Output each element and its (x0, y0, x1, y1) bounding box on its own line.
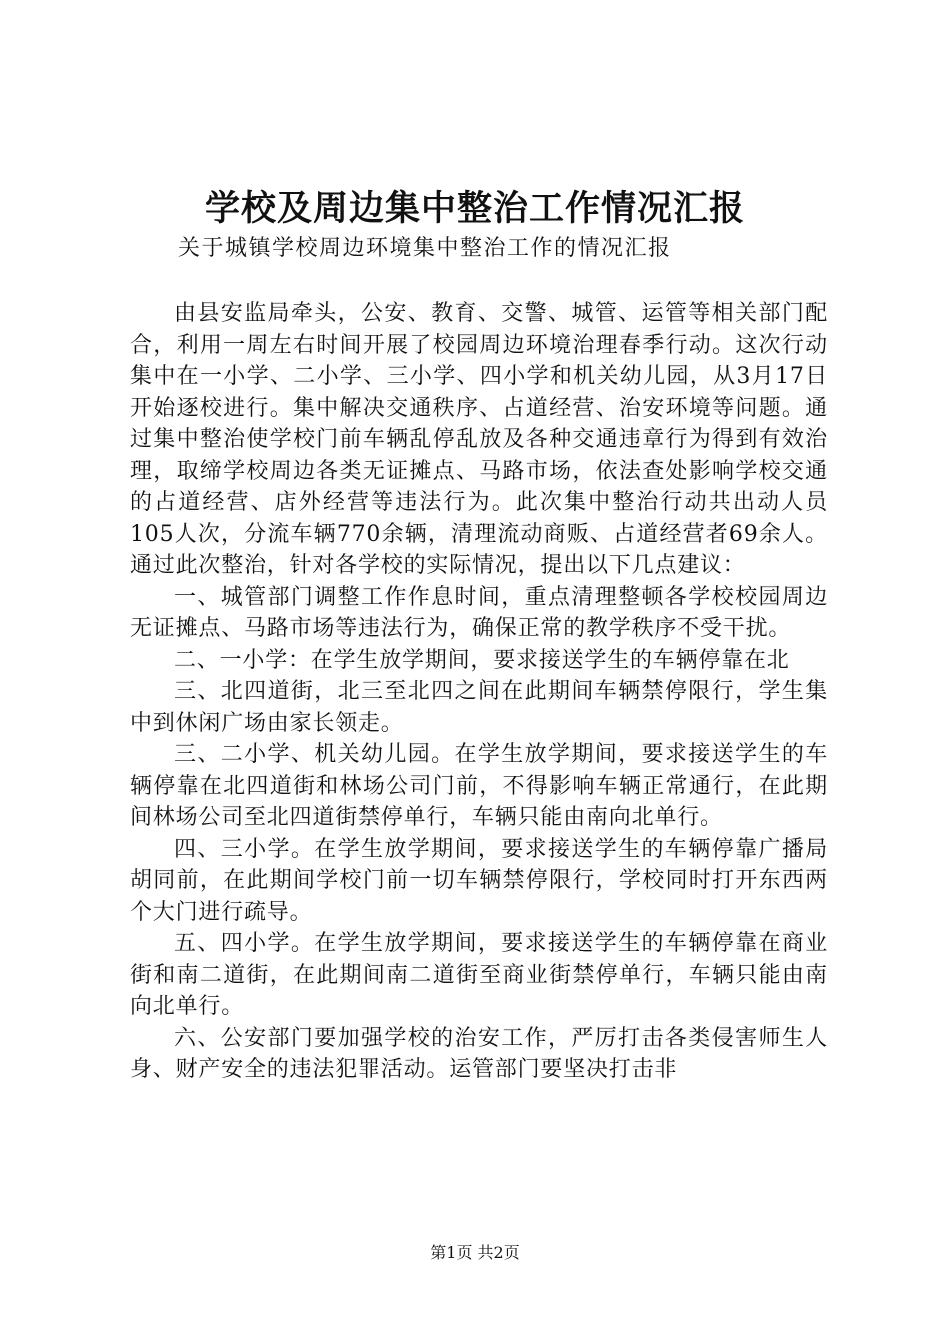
paragraph: 五、四小学。在学生放学期间，要求接送学生的车辆停靠在商业街和南二道街，在此期间南二道街至商业街禁停单行，车辆只能由南向北单行。 (130, 931, 828, 1019)
paragraph: 六、公安部门要加强学校的治安工作，严厉打击各类侵害师生人身、财产安全的违法犯罪活动。运管部门要坚决打击非 (130, 1025, 828, 1082)
paragraph: 三、二小学、机关幼儿园。在学生放学期间，要求接送学生的车辆停靠在北四道街和林场公司门前，不得影响车辆正常通行，在此期间林场公司至北四道街禁停单行，车辆只能由南向北单行。 (130, 742, 828, 830)
paragraph: 二、一小学：在学生放学期间，要求接送学生的车辆停靠在北 (174, 647, 790, 673)
paragraph: 四、三小学。在学生放学期间，要求接送学生的车辆停靠广播局胡同前，在此期间学校门前一切车辆禁停限行，学校同时打开东西两个大门进行疏导。 (130, 836, 828, 925)
document-subtitle: 关于城镇学校周边环境集中整治工作的情况汇报 (178, 236, 672, 261)
document-body (130, 298, 828, 1086)
paragraph: 由县安监局牵头，公安、教育、交警、城管、运管等相关部门配合，利用一周左右时间开展了校园周边环境治理春季行动。这次行动集中在一小学、二小学、三小学、四小学和机关幼儿园，从3月17日开始逐校进行。集中解决交通秩序、占道经营、治安环境等问题。通过集中整治使学校门前车辆乱停乱放及各种交通违章行为得到有效治理，取缔学校周边各类无证摊点、马路市场，依法查处影响学校交通的占道经营、店外经营等违法行为。此次集中整治行动共出动人员105人次，分流车辆770余辆，清理流动商贩、占道经营者69余人。通过此次整治，针对各学校的实际情况，提出以下几点建议： (130, 301, 828, 578)
paragraph: 三、北四道街，北三至北四之间在此期间车辆禁停限行，学生集中到休闲广场由家长领走。 (130, 679, 828, 736)
paragraph: 一、城管部门调整工作作息时间，重点清理整顿各学校校园周边无证摊点、马路市场等违法行为，确保正常的教学秩序不受干扰。 (130, 584, 828, 641)
document-title: 学校及周边集中整治工作情况汇报 (204, 188, 745, 229)
page-number-footer: 第1页 共2页 (430, 1243, 520, 1262)
